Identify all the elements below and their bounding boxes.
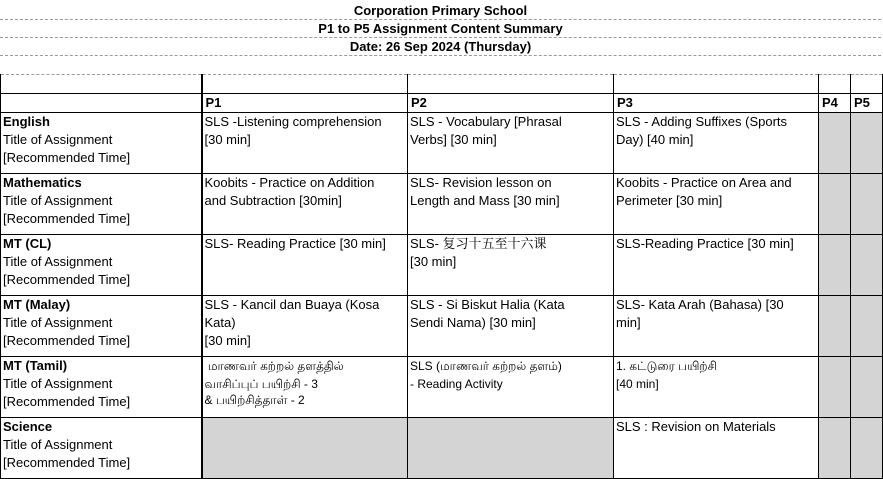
subtitle-time: [Recommended Time]: [3, 211, 131, 226]
subtitle-title: Title of Assignment: [3, 132, 113, 147]
cell-line: SLS- 复习十五至十六课: [410, 236, 547, 251]
cell-line: [40 min]: [616, 377, 659, 391]
date-label: Date: 26 Sep 2024 (Thursday): [349, 39, 532, 54]
table-row: [1, 357, 883, 418]
table-row: [1, 174, 883, 235]
cell-line: SLS- Kata Arah (Bahasa) [30: [616, 297, 784, 312]
cell-mathematics-p4: [819, 174, 851, 235]
row-header-mt-tamil: [1, 357, 202, 418]
cell-english-p4: [819, 113, 851, 174]
cell-science-p5: [851, 418, 883, 479]
col-header-p4: P4: [819, 94, 851, 113]
subject-name: MT (Tamil): [3, 358, 68, 373]
cell-science-p2: [408, 418, 614, 479]
summary-title: P1 to P5 Assignment Content Summary: [318, 21, 563, 36]
cell-line: Kata): [204, 315, 236, 330]
cell-line: SLS - Adding Suffixes (Sports: [616, 114, 788, 129]
cell-mt-cl-p3: [614, 235, 819, 296]
cell-line: Koobits - Practice on Addition: [204, 175, 375, 190]
cell-line: Day) [40 min]: [616, 132, 694, 147]
cell-mt-malay-p3: [614, 296, 819, 357]
cell-mt-malay-p4: [819, 296, 851, 357]
cell-line: SLS -Listening comprehension: [204, 114, 382, 129]
cell-line: Length and Mass [30 min]: [410, 193, 560, 208]
cell-science-p1: [202, 418, 408, 479]
cell-line: Sendi Nama) [30 min]: [410, 315, 536, 330]
subtitle-time: [Recommended Time]: [3, 150, 131, 165]
subtitle-title: Title of Assignment: [3, 315, 113, 330]
subtitle-time: [Recommended Time]: [3, 394, 131, 409]
gridline: [0, 55, 881, 56]
cell-mathematics-p3: [614, 174, 819, 235]
corner-cell: [1, 94, 202, 113]
cell-mt-tamil-p2: [408, 357, 614, 418]
subject-name: Science: [3, 419, 53, 434]
cell-line: SLS - Kancil dan Buaya (Kosa: [204, 297, 380, 312]
cell-line: Verbs] [30 min]: [410, 132, 497, 147]
subject-name: Mathematics: [3, 175, 82, 190]
cell-line: SLS - Vocabulary [Phrasal: [410, 114, 562, 129]
cell-line: [30 min]: [204, 132, 251, 147]
cell-science-p3: [614, 418, 819, 479]
cell-english-p3: [614, 113, 819, 174]
cell-mathematics-p2: [408, 174, 614, 235]
subtitle-time: [Recommended Time]: [3, 272, 131, 287]
cell-mathematics-p5: [851, 174, 883, 235]
cell-line: SLS- Reading Practice [30 min]: [204, 236, 386, 251]
spacer-cell: [851, 75, 883, 94]
cell-line: Perimeter [30 min]: [616, 193, 723, 208]
assignment-table: [0, 74, 883, 479]
cell-line: [30 min]: [204, 333, 251, 348]
cell-mt-cl-p1: [202, 235, 408, 296]
cell-mt-tamil-p3: [614, 357, 819, 418]
subtitle-title: Title of Assignment: [3, 376, 113, 391]
cell-line: - Reading Activity: [410, 377, 503, 391]
gridline: [0, 19, 881, 20]
cell-line: SLS : Revision on Materials: [616, 419, 776, 434]
spacer-cell: [614, 75, 819, 94]
cell-mt-malay-p5: [851, 296, 883, 357]
cell-mt-tamil-p4: [819, 357, 851, 418]
cell-line: SLS - Si Biskut Halia (Kata: [410, 297, 565, 312]
row-header-mt-malay: [1, 296, 202, 357]
subject-name: MT (Malay): [3, 297, 71, 312]
cell-line: min]: [616, 315, 641, 330]
cell-line: 1. கட்டுரை பயிற்சி: [616, 359, 717, 373]
school-title: Corporation Primary School: [353, 3, 528, 18]
row-header-science: [1, 418, 202, 479]
cell-line: வாசிப்புப் பயிற்சி - 3: [204, 377, 318, 391]
cell-line: & பயிற்சித்தாள் - 2: [204, 393, 305, 407]
cell-mt-tamil-p5: [851, 357, 883, 418]
subtitle-time: [Recommended Time]: [3, 455, 131, 470]
cell-mt-malay-p2: [408, 296, 614, 357]
table-row: [1, 113, 883, 174]
cell-english-p5: [851, 113, 883, 174]
subtitle-title: Title of Assignment: [3, 193, 113, 208]
subject-name: MT (CL): [3, 236, 52, 251]
cell-line: மாணவர் கற்றல் தளத்தில்: [204, 359, 344, 373]
cell-mt-cl-p5: [851, 235, 883, 296]
cell-line: SLS-Reading Practice [30 min]: [616, 236, 794, 251]
col-header-p2: P2: [408, 94, 614, 113]
table-row: [1, 235, 883, 296]
spacer-cell: [408, 75, 614, 94]
row-header-mathematics: [1, 174, 202, 235]
spacer-cell: [202, 75, 408, 94]
row-header-mt-cl: [1, 235, 202, 296]
cell-line: and Subtraction [30min]: [204, 193, 342, 208]
cell-english-p1: [202, 113, 408, 174]
col-header-p5: P5: [851, 94, 883, 113]
col-header-p3: P3: [614, 94, 819, 113]
gridline: [0, 37, 881, 38]
cell-mt-malay-p1: [202, 296, 408, 357]
cell-line: SLS (மாணவர் கற்றல் தளம்): [410, 359, 562, 373]
table-row: [1, 296, 883, 357]
cell-science-p4: [819, 418, 851, 479]
subtitle-title: Title of Assignment: [3, 437, 113, 452]
row-header-english: [1, 113, 202, 174]
cell-mt-tamil-p1: [202, 357, 408, 418]
cell-mt-cl-p2: [408, 235, 614, 296]
subtitle-time: [Recommended Time]: [3, 333, 131, 348]
subject-name: English: [3, 114, 50, 129]
cell-line: Koobits - Practice on Area and: [616, 175, 792, 190]
col-header-p1: P1: [202, 94, 408, 113]
cell-line: SLS- Revision lesson on: [410, 175, 552, 190]
cell-mt-cl-p4: [819, 235, 851, 296]
cell-line: [30 min]: [410, 254, 457, 269]
table-row: [1, 418, 883, 479]
subtitle-title: Title of Assignment: [3, 254, 113, 269]
cell-english-p2: [408, 113, 614, 174]
empty-header-cell: [1, 75, 202, 94]
cell-mathematics-p1: [202, 174, 408, 235]
spacer-cell: [819, 75, 851, 94]
